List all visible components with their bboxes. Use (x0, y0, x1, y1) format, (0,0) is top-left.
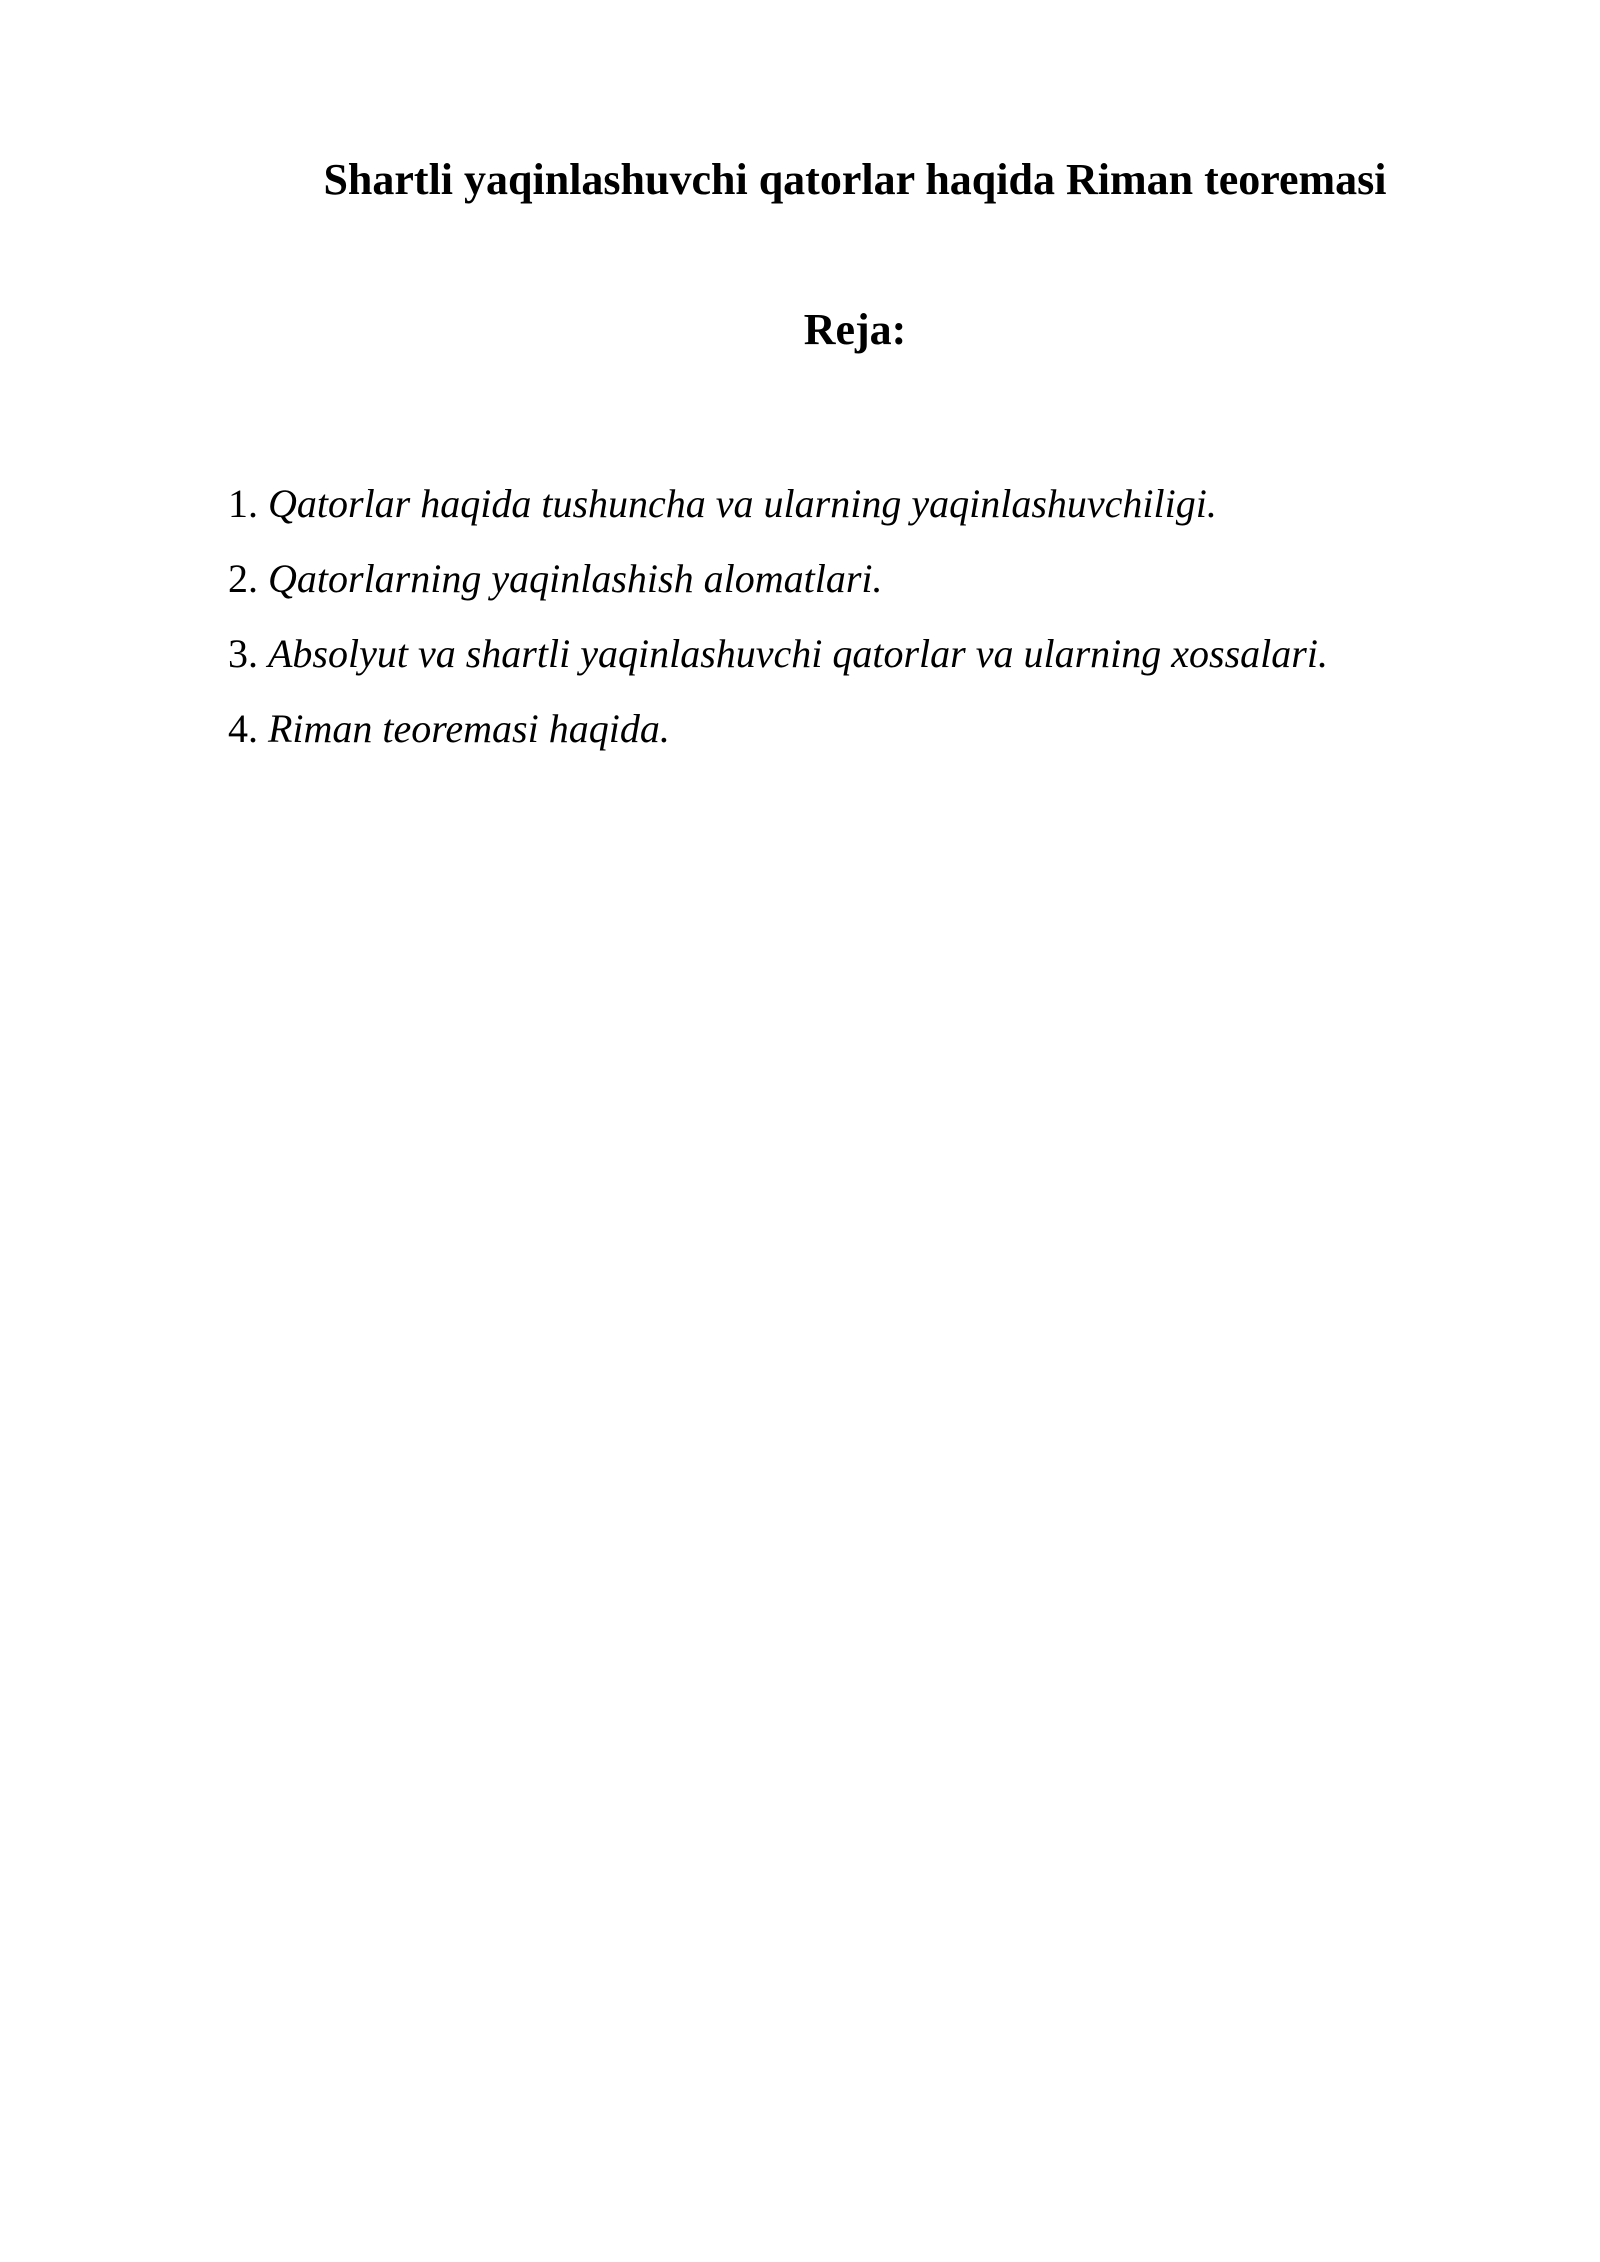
plan-item-number: 2. (228, 556, 258, 601)
plan-item (228, 541, 1328, 616)
plan-item-text: Absolyut va shartli yaqinlashuvchi qatorlar va ularning xossalari. (268, 631, 1328, 676)
plan-item (228, 691, 1328, 766)
plan-item (228, 466, 1328, 541)
plan-heading: Reja: (803, 305, 907, 354)
plan-item (228, 616, 1328, 691)
plan-item-text: Riman teoremasi haqida. (268, 706, 670, 751)
plan-item-number: 4. (228, 706, 258, 751)
plan-item-number: 3. (228, 631, 258, 676)
plan-item-text: Qatorlarning yaqinlashish alomatlari. (268, 556, 883, 601)
plan-list (228, 466, 1328, 766)
document-title: Shartli yaqinlashuvchi qatorlar haqida Riman teoremasi (323, 155, 1387, 204)
plan-item-number: 1. (228, 481, 258, 526)
plan-item-text: Qatorlar haqida tushuncha va ularning yaqinlashuvchiligi. (268, 481, 1217, 526)
